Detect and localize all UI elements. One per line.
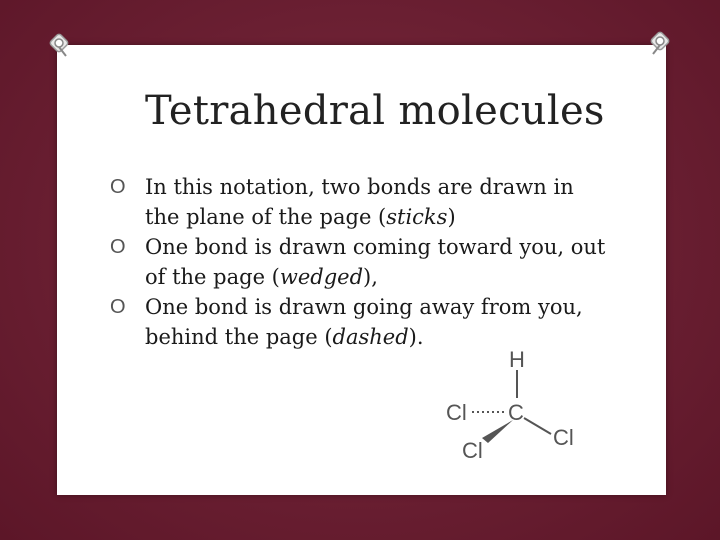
bullet-text: In this notation, two bonds are drawn in the plane of the page ( [145, 175, 574, 229]
pushpin-left-icon [44, 28, 74, 58]
atom-cl-left: Cl [446, 400, 467, 425]
bullet-item [110, 172, 610, 232]
bullet-marker: O [110, 236, 126, 258]
atom-c-center: C [508, 400, 524, 425]
bullet-text-end: ), [363, 265, 378, 289]
tetrahedral-molecule-diagram [440, 342, 590, 467]
bullet-emphasis: dashed [332, 325, 409, 349]
bullet-text-end: ) [447, 205, 456, 229]
atom-cl-bottom-left: Cl [462, 438, 483, 463]
atom-h: H [509, 347, 525, 372]
bullet-text-end: ). [408, 325, 424, 349]
bond-wedge [482, 420, 513, 443]
bullet-text: One bond is drawn coming toward you, out of the page ( [145, 235, 606, 289]
bullet-item [110, 232, 610, 292]
bullet-marker: O [110, 296, 126, 318]
bullet-list [110, 172, 610, 352]
bullet-emphasis: sticks [386, 205, 448, 229]
bullet-text: One bond is drawn going away from you, behind the page ( [145, 295, 583, 349]
pushpin-right-icon [645, 26, 675, 56]
slide-title: Tetrahedral molecules [145, 88, 605, 134]
bond-stick-right [524, 418, 551, 434]
bullet-marker: O [110, 176, 126, 198]
bullet-emphasis: wedged [279, 265, 364, 289]
atom-cl-right: Cl [553, 425, 574, 450]
